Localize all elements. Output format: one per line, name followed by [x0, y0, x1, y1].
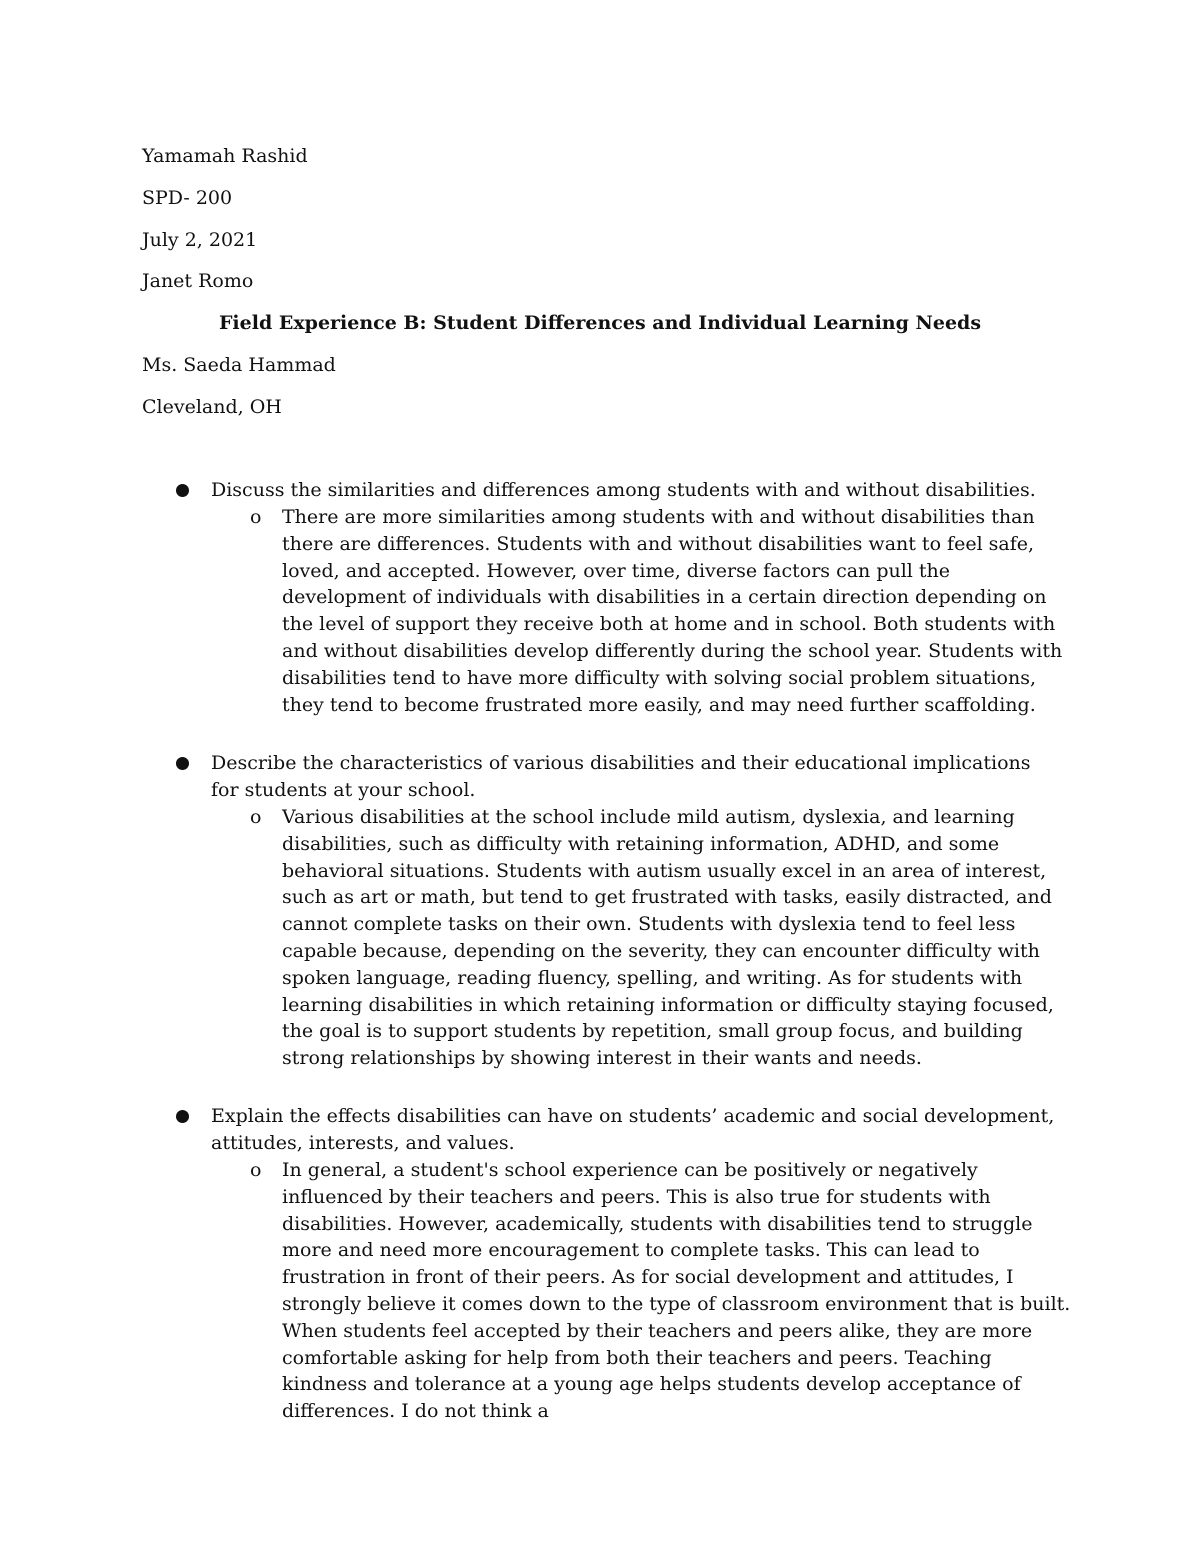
answer-2: Various disabilities at the school include mild autism, dyslexia, and learning disabilities, such as difficulty with retaining information, ADHD, and some behavioral situations. Students with autism usually excel in an area of interest, such as art or math, but tend to get frustrated with tasks, easily distracted, and cannot complete tasks on their own. Students with dyslexia tend to feel less capable because, depending on the severity, they can encounter difficulty with spoken language, reading fluency, spelling, and writing. As for students with learning disabilities in which retaining information or difficulty staying focused, the goal is to support students by repetition, small group focus, and building strong relationships by showing interest in their wants and needs. — [282, 806, 1054, 1070]
school-location: Cleveland, OH — [142, 396, 282, 418]
answer-3: In general, a student's school experience can be positively or negatively influenced by their teachers and peers. This is also true for students with disabilities. However, academically, students with disabilities tend to struggle more and need more encouragement to complete tasks. This can lead to frustration in front of their peers. As for social development and attitudes, I strongly believe it comes down to the type of classroom environment that is built. When students feel accepted by their teachers and peers alike, they are more comfortable asking for help from both their teachers and peers. Teaching kindness and tolerance at a young age helps students develop acceptance of differences. I do not think a — [282, 1159, 1071, 1423]
question-2: Describe the characteristics of various disabilities and their educational implications for students at your school. — [211, 752, 1031, 801]
instructor-name: Janet Romo — [142, 270, 254, 292]
question-3: Explain the effects disabilities can have on students’ academic and social development, attitudes, interests, and values. — [211, 1105, 1055, 1154]
bullet-icon — [176, 1110, 189, 1123]
bullet-icon — [176, 757, 189, 770]
document-title: Field Experience B: Student Differences and Individual Learning Needs — [218, 312, 982, 334]
bullet-icon — [176, 484, 189, 497]
document-date: July 2, 2021 — [142, 229, 258, 251]
sub-bullet-marker: o — [250, 1159, 262, 1181]
course-code: SPD- 200 — [142, 187, 233, 209]
question-1: Discuss the similarities and differences among students with and without disabilities. — [211, 479, 1036, 501]
student-name: Yamamah Rashid — [142, 145, 308, 167]
sub-bullet-marker: o — [250, 506, 262, 528]
sub-bullet-marker: o — [250, 806, 262, 828]
mentor-teacher: Ms. Saeda Hammad — [142, 354, 336, 376]
answer-1: There are more similarities among students with and without disabilities than there are differences. Students with and without disabilities want to feel safe, loved, and accepted. However, over time, diverse factors can pull the development of individuals with disabilities in a certain direction depending on the level of support they receive both at home and in school. Both students with and without disabilities develop differently during the school year. Students with disabilities tend to have more difficulty with solving social problem situations, they tend to become frustrated more easily, and may need further scaffolding. — [282, 506, 1063, 716]
